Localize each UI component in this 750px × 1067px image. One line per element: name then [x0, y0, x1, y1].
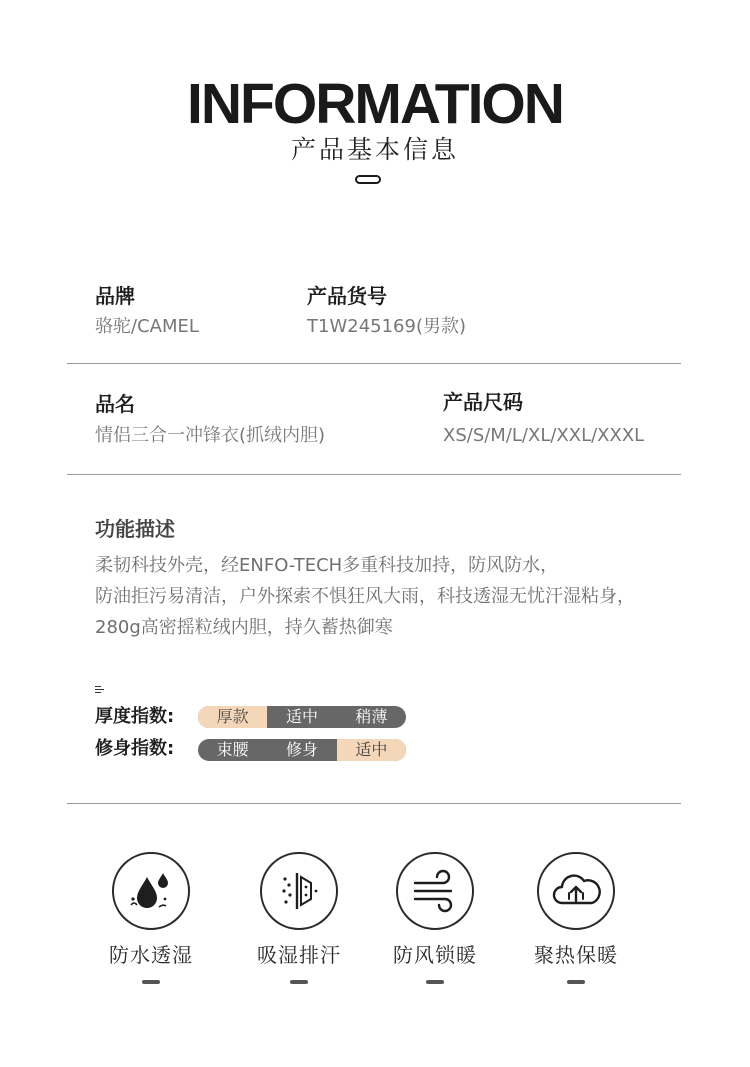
feature-windproof	[365, 852, 505, 984]
thickness-option: 厚款	[198, 706, 267, 728]
divider	[67, 363, 681, 364]
feature-heat-retention	[506, 852, 646, 984]
size-label: 产品尺码	[443, 390, 523, 414]
feature-label: 防风锁暖	[393, 943, 477, 967]
feature-waterproof	[81, 852, 221, 984]
fit-option: 适中	[337, 739, 406, 761]
fit-option: 束腰	[216, 740, 249, 759]
description-text	[95, 550, 735, 643]
thickness-option: 适中	[285, 707, 318, 726]
item-number-label: 产品货号	[307, 284, 387, 308]
page-subtitle: 产品基本信息	[290, 135, 459, 164]
feature-dash	[290, 980, 308, 984]
fit-index-label: 修身指数:	[95, 738, 175, 759]
wind-icon	[396, 852, 474, 930]
description-line: 柔韧科技外壳，经ENFO-TECH多重科技加持，防风防水，	[95, 555, 559, 576]
product-name-value: 情侣三合一冲锋衣(抓绒内胆)	[95, 425, 326, 446]
brand-label: 品牌	[95, 284, 135, 308]
feature-label: 吸湿排汗	[257, 943, 341, 967]
feature-wicking	[229, 852, 369, 984]
feature-label: 防水透湿	[109, 943, 193, 967]
fit-index-scale	[198, 739, 406, 761]
page-title: INFORMATION	[187, 72, 563, 136]
title-divider-mark	[355, 175, 381, 184]
description-line: 280g高密摇粒绒内胆，持久蓄热御寒	[95, 617, 393, 638]
feature-dash	[142, 980, 160, 984]
brand-value: 骆驼/CAMEL	[95, 316, 199, 337]
feature-label: 聚热保暖	[534, 943, 618, 967]
item-number-value: T1W245169(男款)	[307, 316, 467, 337]
thickness-option: 稍薄	[355, 707, 388, 726]
moisture-wicking-icon	[260, 852, 338, 930]
product-name-label: 品名	[95, 392, 135, 416]
description-label: 功能描述	[95, 517, 175, 541]
thickness-index-scale	[198, 706, 406, 728]
fit-option: 修身	[285, 740, 318, 759]
list-mark-icon	[95, 686, 105, 694]
description-line: 防油拒污易清洁，户外探索不惧狂风大雨，科技透湿无忧汗湿粘身，	[95, 586, 635, 607]
divider	[67, 803, 681, 804]
feature-dash	[426, 980, 444, 984]
cloud-heat-icon	[537, 852, 615, 930]
size-value: XS/S/M/L/XL/XXL/XXXL	[443, 425, 645, 446]
divider	[67, 474, 681, 475]
thickness-index-label: 厚度指数:	[95, 706, 175, 727]
water-drops-icon	[112, 852, 190, 930]
feature-dash	[567, 980, 585, 984]
